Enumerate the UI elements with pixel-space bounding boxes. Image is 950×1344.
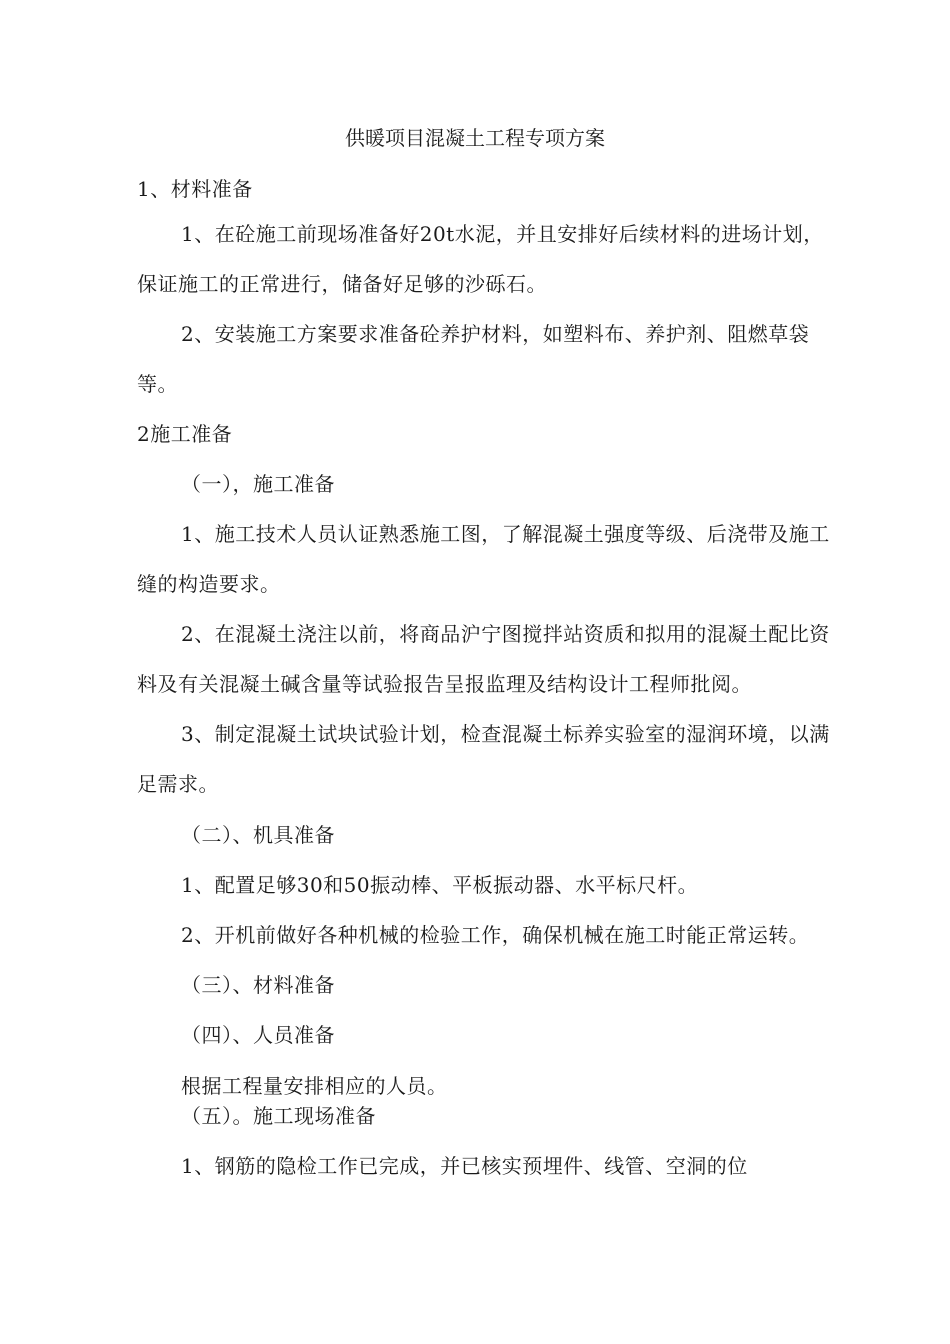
paragraph-line: 3、制定混凝土试块试验计划，检查混凝土标养实验室的湿润环境，以满 xyxy=(181,722,830,746)
document-title: 供暖项目混凝土工程专项方案 xyxy=(345,126,605,150)
paragraph-line: 缝的构造要求。 xyxy=(137,572,281,596)
subsection-heading: （三）、材料准备 xyxy=(181,973,335,997)
paragraph-line: 2、安装施工方案要求准备砼养护材料，如塑料布、养护剂、阻燃草袋 xyxy=(181,322,810,346)
paragraph-line: 料及有关混凝土碱含量等试验报告呈报监理及结构设计工程师批阅。 xyxy=(137,672,752,696)
paragraph-line: 足需求。 xyxy=(137,772,219,796)
paragraph-line: 1、在砼施工前现场准备好20t水泥，并且安排好后续材料的进场计划， xyxy=(181,222,824,246)
section-heading-materials: 1、材料准备 xyxy=(137,177,253,201)
paragraph-line: 1、钢筋的隐检工作已完成，并已核实预埋件、线管、空洞的位 xyxy=(181,1154,748,1178)
subsection-heading: （五）。施工现场准备 xyxy=(181,1104,376,1128)
paragraph-line: 1、施工技术人员认证熟悉施工图，了解混凝土强度等级、后浇带及施工 xyxy=(181,522,830,546)
paragraph-line: 等。 xyxy=(137,372,178,396)
paragraph-line: 保证施工的正常进行，储备好足够的沙砾石。 xyxy=(137,272,547,296)
subsection-heading: （一），施工准备 xyxy=(181,472,335,496)
subsection-heading: （四）、人员准备 xyxy=(181,1023,335,1047)
paragraph-line: 2、开机前做好各种机械的检验工作，确保机械在施工时能正常运转。 xyxy=(181,923,810,947)
paragraph-line: 2、在混凝土浇注以前，将商品沪宁图搅拌站资质和拟用的混凝土配比资 xyxy=(181,622,830,646)
paragraph-line: 根据工程量安排相应的人员。 xyxy=(181,1074,448,1098)
subsection-heading: （二）、机具准备 xyxy=(181,823,335,847)
paragraph-line: 1、配置足够30和50振动棒、平板振动器、水平标尺杆。 xyxy=(181,873,699,897)
section-heading-construction-prep: 2施工准备 xyxy=(137,422,233,446)
